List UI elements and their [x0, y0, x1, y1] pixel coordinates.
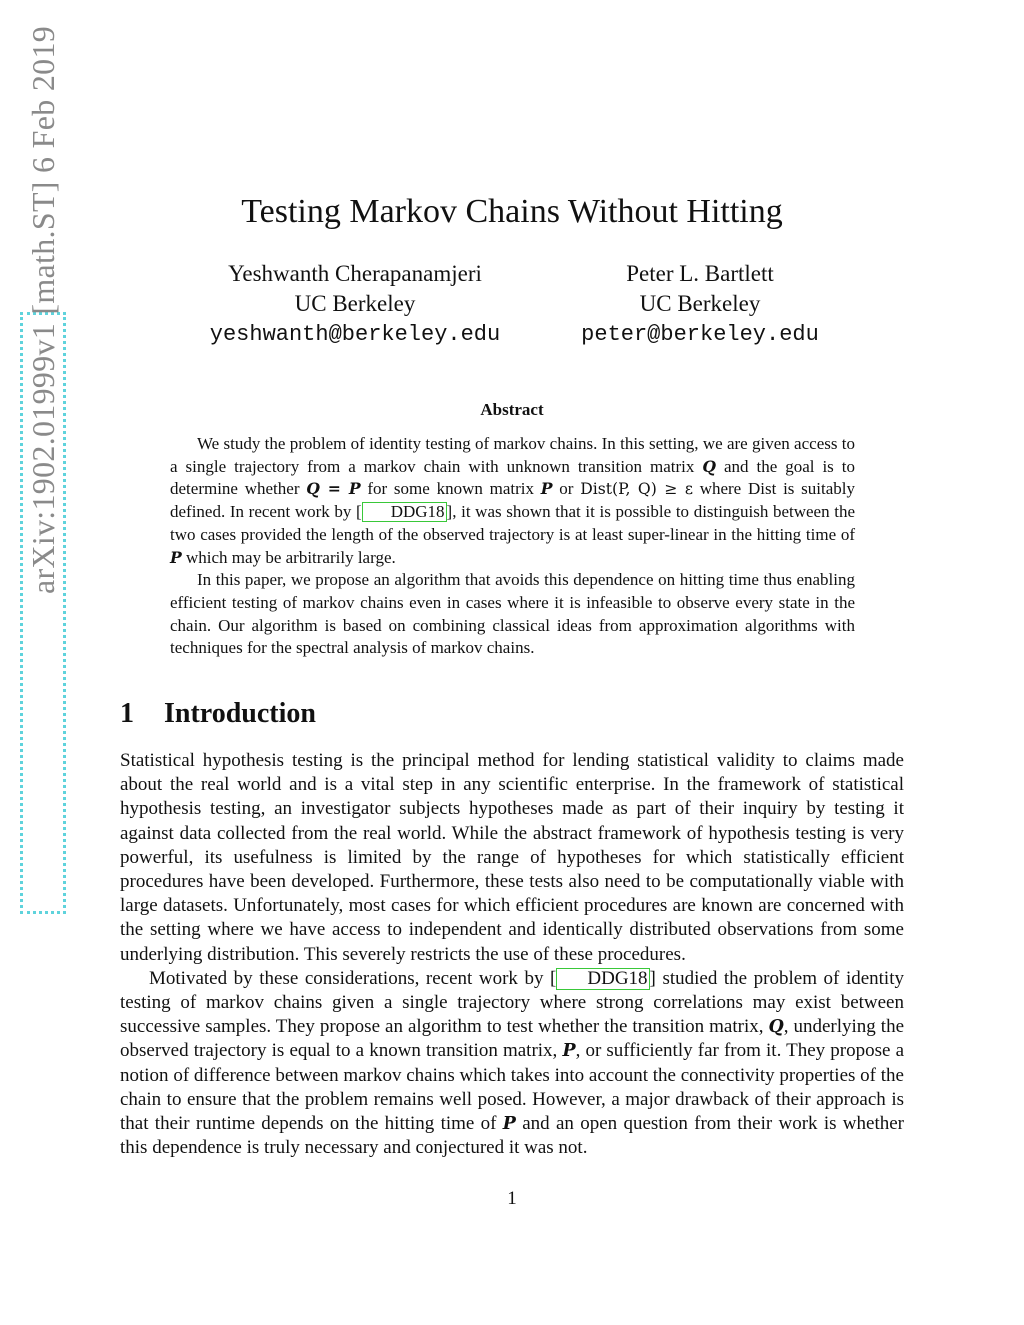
text-run: or	[552, 479, 581, 499]
text-run: for some known matrix	[360, 479, 541, 499]
math-symbol: Q	[768, 1017, 784, 1038]
math-symbol: P	[502, 1114, 516, 1135]
text-run: ] studied the problem of identity testing of markov chains given a single trajectory where strong correlations may exist between successive samples. They propose an algorithm to test whether the transition matrix,	[120, 967, 904, 1038]
text-run: We study the problem of identity testing of markov chains. In this setting, we are given access to a single trajectory from a markov chain with unknown transition matrix	[170, 434, 855, 476]
text-run: Motivated by these considerations, recent work by [	[149, 967, 557, 989]
math-symbol: Q	[702, 456, 716, 476]
author-affiliation: UC Berkeley	[294, 291, 416, 316]
abstract	[170, 433, 855, 660]
math-symbol: P	[170, 547, 182, 567]
section-title: Introduction	[164, 698, 316, 729]
text-run: where Dist is suitably defined. In recent work by [	[170, 479, 856, 522]
text-run: , underlying the observed trajectory is equal to a known transition matrix,	[120, 1016, 904, 1062]
body-paragraph-1: Statistical hypothesis testing is the principal method for lending statistical validity to claims made about the real world and is a vital step in any scientific enterprise. In the framework of statistical hypothesis testing, an investigator subjects hypotheses made as part of their inquiry by testing it against data collected from the real world. While the abstract framework of hypothesis testing is very powerful, its usefulness is limited by the range of hypotheses for which statistically efficient procedures have been developed. Furthermore, these tests also need to be computationally viable with large datasets. Unfortunately, most cases for which efficient procedures are known are concerned with the setting where we have access to independent and identically distributed observations from some underlying distribution. This severely restricts the use of these procedures.	[120, 750, 904, 965]
abstract-paragraph-2: In this paper, we propose an algorithm that avoids this dependence on hitting time thus enabling efficient testing of markov chains even in cases where it is infeasible to observe every state in the chain. Our algorithm is based on combining classical ideas from approximation algorithms with techniques for the spectral analysis of markov chains.	[170, 570, 855, 658]
author-name: Yeshwanth Cherapanamjeri	[228, 261, 482, 286]
section-heading	[120, 696, 316, 732]
math-symbol: P	[540, 479, 553, 499]
text-run: , or sufficiently far from it. They propose a notion of difference between markov chains which takes into account the connectivity properties of the chain to ensure that the problem remains well posed. However, a major drawback of their approach is that their runtime depends on the hitting time of	[120, 1040, 905, 1135]
body-paragraph-2	[120, 967, 904, 1161]
citation-link[interactable]: DDG18	[362, 502, 447, 522]
text-run: ], it was shown that it is possible to distinguish between the two cases provided the length of the observed trajectory is at least super-linear in the hitting time of	[170, 502, 855, 544]
page-number: 1	[507, 1188, 517, 1209]
author-email[interactable]: peter@berkeley.edu	[581, 322, 819, 347]
author-affiliation: UC Berkeley	[639, 291, 761, 316]
text-run: and an open question from their work is whether this dependence is truly necessary and conjectured it was not.	[120, 1113, 904, 1159]
paper-title: Testing Markov Chains Without Hitting	[241, 193, 783, 230]
text-run: and the goal is to determine whether	[170, 456, 855, 499]
math-expression: Q = P	[306, 479, 361, 499]
text-run: which may be arbitrarily large.	[181, 547, 396, 567]
section-number: 1	[120, 698, 134, 729]
abstract-heading: Abstract	[480, 400, 544, 419]
arxiv-stamp[interactable]: arXiv:1902.01999v1 [math.ST] 6 Feb 2019	[25, 25, 61, 595]
math-expression: Dist(P, Q) ≥ ε	[580, 479, 693, 499]
author-block-1	[185, 259, 525, 351]
math-symbol: P	[562, 1041, 576, 1062]
author-block-2	[540, 259, 860, 351]
author-email[interactable]: yeshwanth@berkeley.edu	[209, 322, 501, 347]
abstract-paragraph-1	[170, 433, 855, 569]
introduction-body	[120, 749, 904, 1160]
author-name: Peter L. Bartlett	[626, 261, 774, 286]
citation-link[interactable]: DDG18	[556, 968, 649, 990]
